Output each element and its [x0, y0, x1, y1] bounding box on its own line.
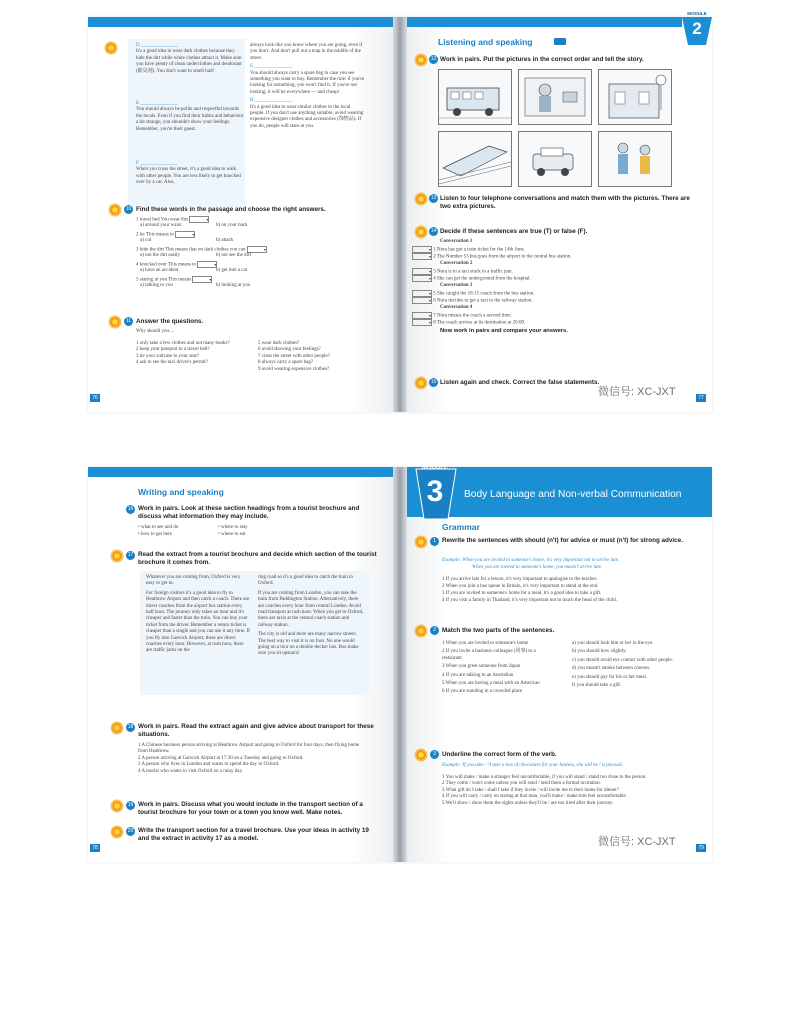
- watermark: 微信号: XC-JXT: [598, 836, 676, 848]
- exercise-number: 2: [430, 626, 439, 635]
- extract-col2: ring road so it's a good idea to catch the train to Oxford. If you are coming from London, you can take the train from Paddington Station. Alternatively, there are coaches every hour from central London. Avoid road transport at rush hour. When you get to Oxford, there are taxis at the central coach station and railway station. The city is old and there are many narrow streets. The best way to visit it is on foot. No one would going on a tour on a double-decker bus. Bus make sure you sit upstairs!: [258, 575, 364, 657]
- page-number: 77: [696, 394, 706, 402]
- section-title: Grammar: [442, 522, 480, 532]
- exercise-number: 14: [430, 228, 437, 234]
- exercise-title: Find these words in the passage and choose the right answers.: [136, 206, 326, 213]
- module-badge: MODULE 2: [682, 11, 712, 47]
- page-number: 78: [90, 844, 100, 852]
- people-illustration: [599, 132, 671, 186]
- exercise-number: 11: [125, 318, 132, 324]
- section-title: Listening and speaking: [438, 37, 533, 47]
- answer-dropdown[interactable]: ▾: [192, 276, 212, 283]
- story-picture-taxi: [518, 131, 592, 187]
- sun-icon: [416, 626, 426, 636]
- exercise-number: 1: [430, 537, 439, 546]
- book-gutter: [393, 17, 407, 412]
- brochure-extract: [140, 571, 370, 695]
- exercise-title: Work in pairs. Discuss what you would include in the transport section of a tourist brochure for your town or a town you know well. Make notes.: [138, 801, 363, 816]
- sun-icon: [112, 551, 122, 561]
- sun-icon: [416, 227, 426, 237]
- bus-illustration: [439, 70, 511, 124]
- page-76: D _______________ It's a good idea to wear dark clothes because they hide the dirt while white clothes attract it. Make sure you have plenty of clean underclothes and deodorant (除臭剂). You don't want to smell bad! E _______________ You should always be polite and respectful towards the locals. Even if you find their habits and behaviour a bit strange, you shouldn't show your feelings. Remember, you're their guest. F _______________ When you cross the street, it's a good idea to walk with other people. You are less likely to get knocked over by a car. Also, always look like you know where you are going, even if you don't. And don't pull out a map in the middle of the street. G _______________ You should always carry a spare bag in case you see something you want to buy. Remember the rule: if you're looking for something, you won't find it. If you're not looking, it will be everywhere — and cheap! H _______________ It's a good idea to wear similar clothes to the local people. If you don't use anything suitable, avoid wearing expensive designer clothes and accessories (饰物品). If you do, people will stare at you. 10 Find these words in the passage and choose the right answers. 1 travel bed You wear this ▾ a) around your waist b) on your back 2 tie This means to ▾ a) cut b) attack 3 hide the dirt This means that on dark clothes you can ▾ a) not the dirt easily b) not see the dirt 4 knocked over This means to ▾ a) have an accident b) get into a car 5 staring at you This means ▾ a) talking to you b) looking at you 11 Answer the questions. Why should you ... 1 only take a few clothes and not many books? 2 keep your passport in a travel belt? 3 tie your suitcase to your seat? 4 ask to see the taxi driver's permit? 5 wear dark clothes? 6 avoid showing your feelings? 7 cross the street with other people? 8 always carry a spare bag? 9 avoid wearing expensive clothes? 76: [88, 17, 398, 412]
- exercise-number: 12: [430, 56, 437, 62]
- ex10-items: [136, 216, 366, 291]
- page-77: [402, 11, 712, 412]
- story-picture-people: [598, 131, 672, 187]
- answer-dropdown[interactable]: ▾: [189, 216, 209, 223]
- sun-icon: [110, 317, 120, 327]
- sun-icon: [416, 55, 426, 65]
- tf-dropdown[interactable]: ▾: [412, 246, 432, 253]
- station-illustration: [599, 70, 671, 124]
- exercise-title: Answer the questions.: [136, 318, 204, 325]
- ex10-item: 2 tie This means to ▾ a) cut b) attack: [136, 232, 234, 243]
- exercise-title: Match the two parts of the sentences.: [442, 627, 555, 634]
- tf-dropdown[interactable]: ▾: [412, 290, 432, 297]
- exercise-number: 16: [127, 506, 134, 512]
- exercise-title: Write the transport section for a travel brochure. Use your ideas in activity 19 and the extract in activity 17 as a model.: [138, 827, 369, 842]
- passage-block: F _______________ When you cross the street, it's a good idea to walk with other people. You are less likely to get knocked over by a car. Also,: [136, 161, 241, 186]
- exercise-title: Read the extract from a tourist brochure and decide which section of the tourist brochure it comes from.: [138, 551, 377, 566]
- exercise-number: 15: [430, 379, 437, 385]
- taxi-illustration: [519, 132, 591, 186]
- passage-block: E _______________ You should always be polite and respectful towards the locals. Even if you find their habits and behaviour a bit strange, you shouldn't show your feelings. Remember, you're their guest.: [136, 101, 244, 132]
- sun-icon: [110, 205, 120, 215]
- exercise-number: 19: [127, 802, 134, 808]
- tf-dropdown[interactable]: ▾: [412, 275, 432, 282]
- ex10-item: 3 hide the dirt This means that on dark clothes you can ▾ a) not the dirt easily b) not see the dirt: [136, 247, 266, 258]
- exercise-title: Rewrite the sentences with should (n't) for advice or must (n't) for strong advice.: [442, 537, 683, 544]
- book-spread-bottom: [88, 467, 712, 862]
- extract-col1: Whatever you are coming from, Oxford is very easy to get to. For foreign visitors it's a good idea to fly to Heathrow Airport and then catch a coach. There are direct coaches from the airport bus station every half hour. The journey only takes an hour and it's cheaper and faster than the train. You can buy your ticket from the driver. Remember a return ticket is cheaper than a single and you can use it any time. If you fly into Gatwick Airport, there are direct coaches every hour. However, at rush hour, there are traffic jams on the: [146, 575, 250, 654]
- ex11-col1: 1 only take a few clothes and not many books? 2 keep your passport in a travel belt? 3 tie your suitcase to your seat? 4 ask to see the taxi driver's permit?: [136, 341, 230, 366]
- exercise-title: Listen again and check. Correct the false statements.: [440, 379, 600, 386]
- tf-dropdown[interactable]: ▾: [412, 253, 432, 260]
- sun-icon: [416, 750, 426, 760]
- ex11-col2: 5 wear dark clothes? 6 avoid showing your feelings? 7 cross the street with other people? 8 always carry a spare bag? 9 avoid wearing expensive clothes?: [258, 341, 330, 372]
- header-bar: [88, 467, 394, 477]
- exercise-title: Work in pairs. Look at these section headings from a tourist brochure and discuss what information they may include.: [138, 505, 360, 520]
- page-number: 79: [696, 844, 706, 852]
- sun-icon: [416, 537, 426, 547]
- sun-icon: [112, 723, 122, 733]
- instruction: Now work in pairs and compare your answers.: [440, 328, 568, 334]
- ex10-item: 4 knocked over This means to ▾ a) have an accident b) get into a car: [136, 262, 248, 273]
- sun-icon: [106, 43, 116, 53]
- sun-icon: [416, 378, 426, 388]
- exercise-number: 20: [127, 828, 134, 834]
- book-gutter: [393, 467, 407, 862]
- exercise-number: 18: [127, 724, 134, 730]
- header-bar: [402, 17, 682, 27]
- exercise-number: 17: [127, 552, 134, 558]
- exercise-title: Listen to four telephone conversations and match them with the pictures. There are two extra pictures.: [440, 195, 690, 210]
- answer-dropdown[interactable]: ▾: [175, 231, 195, 238]
- exercise-title: Work in pairs. Read the extract again and give advice about transport for these situations.: [138, 723, 374, 738]
- exercise-title: Work in pairs. Put the pictures in the correct order and tell the story.: [440, 56, 644, 63]
- ex1-items: 1 If you arrive late for a lesson, it's very important to apologise to the teacher. 2 When you join a bus queue in Britain, it's very important to stand at the end. 3 If you are invited to someone's home for a meal, it's a good idea to take a gift. 4 If you visit a family in Thailand, it's very important not to touch the head of the child.: [442, 577, 617, 603]
- ex3-items: 1 You will make / make a stranger feel uncomfortable, if you will stand / stand too close to the person. 2 They come / won't come unless you will send / send them a formal invitation. 3 What gift do I take / shall I take if they invite / will invite me to their home for dinner? 4 If you will carry / carry on staring at that man, you'll make / make him feel uncomfortable. 5 We'll show / show them the sights unless they'll be / are too tired after their journey.: [442, 775, 647, 806]
- passage-block: always look like you know where you are going, even if you don't. And don't pull out a map in the middle of the street.: [250, 43, 363, 61]
- page-number: 76: [90, 394, 100, 402]
- train-illustration: [439, 132, 511, 186]
- ex2-left: 1 When you are invited to someone's home 2 If you invite a business colleague (同事) to a restaurant 3 When you greet someone from Japan 4 If you are talking to an Australian 5 When you are having a meal with an American 6 If you are standing in a crowded place: [442, 641, 540, 695]
- tf-dropdown[interactable]: ▾: [412, 268, 432, 275]
- ex10-item: 1 travel bed You wear this ▾ a) around your waist b) on your back: [136, 217, 248, 228]
- module-title: Body Language and Non-verbal Communication: [464, 489, 682, 500]
- tf-dropdown[interactable]: ▾: [412, 312, 432, 319]
- section-title: Writing and speaking: [138, 487, 224, 497]
- ex14-list: Conversation 1 ▾ 1 Nora has got a train ticket for the 14th June. ▾ 2 The Number 53 bus goes from the airport to the central bus station. Conversation 2 ▾ 3 Nora is in a taxi stuck in a traffic jam. ▾ 4 She can get the underground from the hospital. Conversation 3 ▾ 5 She caught the 18:15 coach from the bus station. ▾ 6 Nora decides to get a taxi to the railway station. Conversation 4 ▾ 7 Nora misses the coach a second time. ▾ 8 The coach arrives at its destination at 20:00. Now work in pairs and compare your answers.: [412, 239, 692, 335]
- page-78: Writing and speaking 16 Work in pairs. Look at these section headings from a tourist brochure and discuss what information they may include. • what to see and do • where to stay • how to get here • where to eat 17 Read the extract from a tourist brochure and decide which section of the tourist brochure it comes from. Whatever you are coming from, Oxford is very easy to get to. For foreign visitors it's a good idea to fly to Heathrow Airport and then catch a coach. There are direct coaches from the airport bus station every half hour. The journey only takes an hour and it's cheaper and faster than the train. You can buy your ticket from the driver. Remember a return ticket is cheaper than a single and you can use it any time. If you fly into Gatwick Airport, there are direct coaches every hour. However, at rush hour, there are traffic jams on the ring road so it's a good idea to catch the train to Oxford. If you are coming from London, you can take the train from Paddington Station. Alternatively, there are coaches every hour from central London. Avoid road transport at rush hour. When you get to Oxford, there are taxis at the central coach station and railway station. The city is old and there are many narrow streets. The best way to visit it is on foot. No one would going on a tour on a double-decker bus. Bus make sure you sit upstairs! 18 Work in pairs. Read the extract again and give advice about transport for these situations. 1 A Chinese business person arriving at Heathrow Airport and going to Oxford for four days, then flying home from Heathrow. 2 A person arriving at Gatwick Airport at 17:30 on a Tuesday and going to Oxford. 3 A person who lives in London and wants to spend the day in Oxford. 4 A tourist who wants to visit Oxford on a rainy day. 19 Work in pairs. Discuss what you would include in the transport section of a tourist brochure for your town or a town you know well. Make notes. 20 Write the transport section for a travel brochure. Use your ideas in activity 19 and the extract in activity 17 as a model. 78: [88, 467, 398, 862]
- tf-dropdown[interactable]: ▾: [412, 319, 432, 326]
- exercise-title: Underline the correct form of the verb.: [442, 751, 557, 758]
- answer-dropdown[interactable]: ▾: [197, 261, 217, 268]
- page-79: MODULE 3 Body Language and Non-verbal Communication Grammar 1 Rewrite the sentences with should (n't) for advice or must (n't) for strong advice. Example: When you are invited to someone's home, it's very important not to arrive late. When you are invited to someone's home, you mustn't arrive late. 1 If you arrive late for a lesson, it's very important to apologise to the teacher. 2 When you join a bus queue in Britain, it's very important to stand at the end. 3 If you are invited to someone's home for a meal, it's a good idea to take a gift. 4 If you visit a family in Thailand, it's very important not to touch the head of the child. 2 Match the two parts of the sentences. 1 When you are invited to someone's home 2 If you invite a business colleague (同事) to a restaurant 3 When you greet someone from Japan 4 If you are talking to an Australian 5 When you are having a meal with an American 6 If you are standing in a crowded place a) you should look him or her in the eye. b) you should bow slightly. c) you should avoid eye contact with other people. d) you mustn't smoke between courses. e) you should pay for his or her meal. f) you should take a gift. 3 Underline the correct form of the verb. Example: If you take / ^I take a box of chocolates for your hostess, she will be / is pleased. 1 You will make / make a stranger feel uncomfortable, if you will stand / stand too close to the person. 2 They come / won't come unless you will send / send them a formal invitation. 3 What gift do I take / shall I take if they invite / will invite me to their home for dinner? 4 If you will carry / carry on staring at that man, you'll make / make him feel uncomfortable. 5 We'll show / show them the sights unless they'll be / are too tired after their journey. 微信号: XC-JXT 79: [402, 467, 712, 862]
- ex18-items: 1 A Chinese business person arriving at Heathrow Airport and going to Oxford for four days, then flying home from Heathrow. 2 A person arriving at Gatwick Airport at 17:30 on a Tuesday and going to Oxford. 3 A person who lives in London and wants to spend the day in Oxford. 4 A tourist who wants to visit Oxford on a rainy day.: [138, 743, 360, 774]
- header-bar: [88, 17, 394, 27]
- story-picture-phone: [518, 69, 592, 125]
- story-picture-bus: [438, 69, 512, 125]
- telephone-illustration: [519, 70, 591, 124]
- speech-icon: [554, 38, 566, 45]
- story-picture-train: [438, 131, 512, 187]
- ex10-item: 5 staring at you This means ▾ a) talking to you b) looking at you: [136, 277, 251, 288]
- exercise-number: 3: [430, 750, 439, 759]
- passage-block: H _______________ It's a good idea to wear similar clothes to the local people. If you don't use anything suitable, avoid wearing expensive designer clothes and accessories (饰物品). If you do, people will stare at you.: [250, 98, 364, 129]
- passage-column-1: [128, 39, 245, 207]
- exercise-title: Decide if these sentences are true (T) or false (F).: [440, 228, 588, 235]
- ex2-right: a) you should look him or her in the eye. b) you should bow slightly. c) you should avoid eye contact with other people. d) you mustn't smoke between courses. e) you should pay for his or her meal. f) you should take a gift.: [572, 641, 673, 689]
- passage-block: D _______________ It's a good idea to wear dark clothes because they hide the dirt while white clothes attract it. Make sure you have plenty of clean underclothes and deodorant (除臭剂). You don't want to smell bad!: [136, 43, 242, 74]
- passage-column-2: [250, 41, 370, 129]
- story-picture-station: [598, 69, 672, 125]
- sun-icon: [416, 194, 426, 204]
- module-badge: MODULE 3: [410, 465, 460, 521]
- sun-icon: [112, 827, 122, 837]
- exercise-number: 10: [125, 206, 132, 212]
- passage-block: G _______________ You should always carry a spare bag in case you see something you want to buy. Remember the rule: if you're looking for something, you won't find it. If you're not looking, it will be everywhere — and cheap!: [250, 64, 365, 95]
- exercise-number: 13: [430, 195, 437, 201]
- book-spread-top: [88, 11, 712, 412]
- tf-dropdown[interactable]: ▾: [412, 297, 432, 304]
- answer-dropdown[interactable]: ▾: [247, 246, 267, 253]
- watermark: 微信号: XC-JXT: [598, 386, 676, 398]
- sun-icon: [112, 801, 122, 811]
